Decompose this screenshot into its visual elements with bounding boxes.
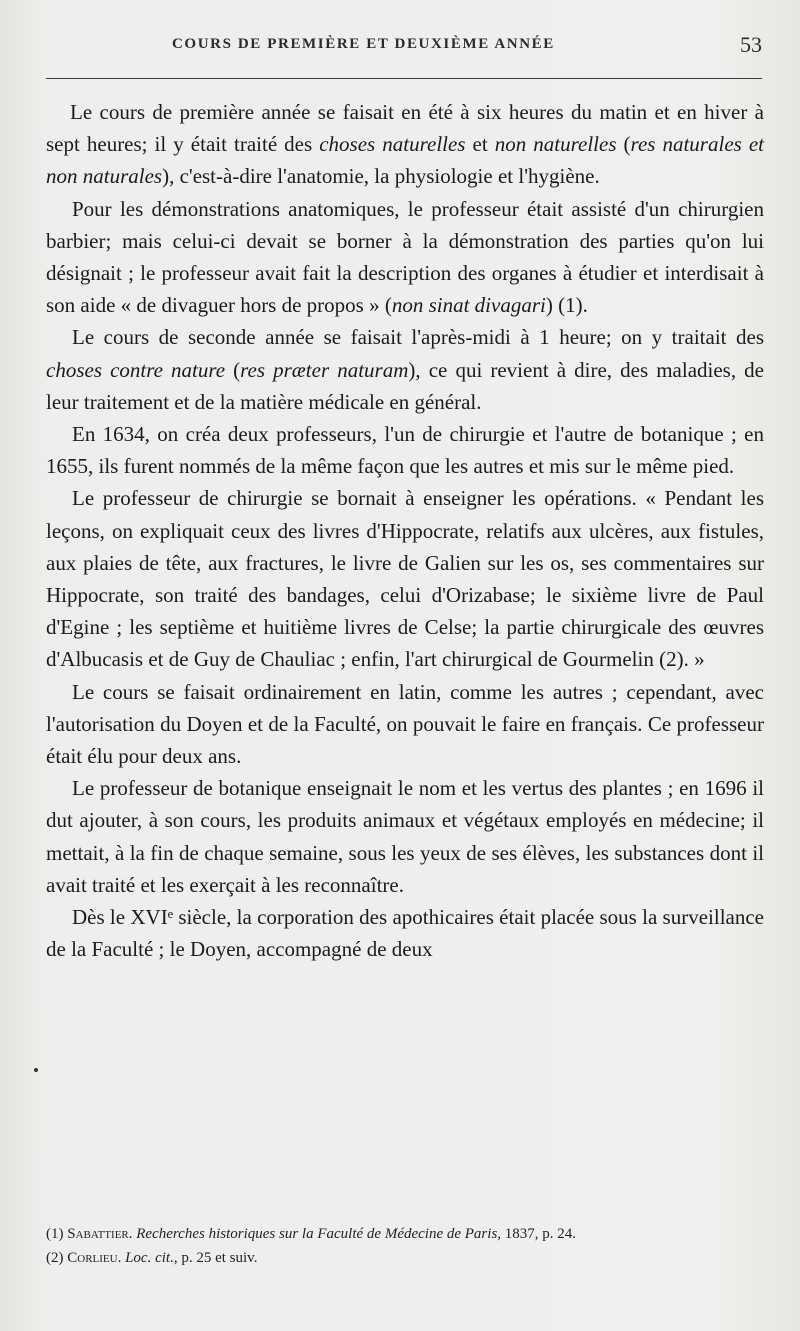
paragraph	[46, 482, 764, 675]
paragraph-text: (	[225, 357, 241, 382]
paragraph	[46, 418, 764, 482]
italic-text: non naturelles	[494, 132, 617, 157]
italic-text: non sinat divagari	[391, 293, 546, 318]
paragraph	[46, 772, 764, 901]
body-text	[46, 96, 764, 965]
footnote-rest: , p. 25 et suiv.	[173, 1250, 258, 1266]
ink-speck	[34, 1068, 38, 1072]
italic-text: choses naturelles	[319, 132, 466, 157]
header-rule	[46, 78, 762, 79]
paragraph-text: Le cours de seconde année se faisait l'après-midi à 1 heure; on y traitait des	[72, 325, 764, 350]
italic-text: res naturales et non naturales	[46, 132, 765, 189]
running-head	[48, 32, 762, 62]
italic-text: res præter naturam	[240, 357, 409, 382]
paragraph-text: Dès le XVIᵉ siècle, la corporation des apothicaires était placée sous la surveillance de la Faculté ; le Doyen, accompagné de deux	[46, 905, 764, 962]
paragraph-text: En 1634, on créa deux professeurs, l'un de chirurgie et l'autre de botanique ; en 1655, ils furent nommés de la même façon que les autres et mis sur le même pied.	[46, 422, 764, 479]
footnote-author: Corlieu.	[67, 1250, 122, 1266]
paragraph-text: ), c'est-à-dire l'anatomie, la physiologie et l'hygiène.	[162, 164, 600, 189]
paragraph	[46, 193, 764, 322]
page-number: 53	[740, 32, 762, 57]
footnote-author: Sabattier.	[67, 1226, 133, 1242]
footnote-marker: (2)	[46, 1250, 64, 1266]
paragraph-text: (	[616, 132, 631, 157]
paragraph-text: ), ce qui revient à dire, des maladies, de leur traitement et de la matière médicale en général.	[46, 357, 764, 414]
paragraph-text: Le professeur de botanique enseignait le nom et les vertus des plantes ; en 1696 il dut ajouter, à son cours, les produits animaux et végétaux employés en médecine; il mettait, à la fin de chaque semaine, sous les yeux de ses élèves, les substances dont il avait traité et les exerçait à les reconnaître.	[46, 776, 764, 897]
paragraph	[46, 676, 764, 773]
paragraph-text: Le cours de première année se faisait en été à six heures du matin et en hiver à sept heures; il y était traité des	[46, 100, 764, 157]
paragraph	[46, 96, 764, 193]
paragraph	[46, 321, 764, 418]
footnote	[46, 1222, 764, 1246]
paragraph-text: Le professeur de chirurgie se bornait à enseigner les opérations. « Pendant les leçons, on expliquait ceux des livres d'Hippocrate, relatifs aux ulcères, aux fistules, aux plaies de tête, aux fractures, le livre de Galien sur les os, ses commentaires sur Hippocrate, son traité des bandages, celui d'Orizabase; le sixième livre de Paul d'Egine ; les septième et huitième livres de Celse; la partie chirurgicale des œuvres d'Albucasis et de Guy de Chauliac ; enfin, l'art chirurgical de Gourmelin (2). »	[46, 486, 764, 672]
paragraph	[46, 901, 764, 965]
paragraph-text: ) (1).	[545, 293, 588, 318]
footnote-marker: (1)	[46, 1226, 64, 1242]
footnotes	[46, 1222, 764, 1270]
italic-text: choses contre nature	[46, 357, 226, 382]
running-title: COURS DE PREMIÈRE ET DEUXIÈME ANNÉE	[172, 36, 555, 52]
footnote-title: Loc. cit.	[125, 1250, 174, 1266]
paragraph-text: Pour les démonstrations anatomiques, le professeur était assisté d'un chirurgien barbier; mais celui-ci devait se borner à la démonstration des parties qu'on lui désignait ; le professeur avait fait la description des organes à étudier et interdisait à son aide « de divaguer hors de propos » (	[46, 196, 764, 318]
footnote	[46, 1246, 764, 1270]
footnote-rest: 1837, p. 24.	[501, 1226, 577, 1242]
footnote-title: Recherches historiques sur la Faculté de Médecine de Paris,	[136, 1226, 502, 1242]
paragraph-text: et	[465, 132, 495, 157]
paragraph-text: Le cours se faisait ordinairement en latin, comme les autres ; cependant, avec l'autorisation du Doyen et de la Faculté, on pouvait le faire en français. Ce professeur était élu pour deux ans.	[46, 679, 764, 769]
